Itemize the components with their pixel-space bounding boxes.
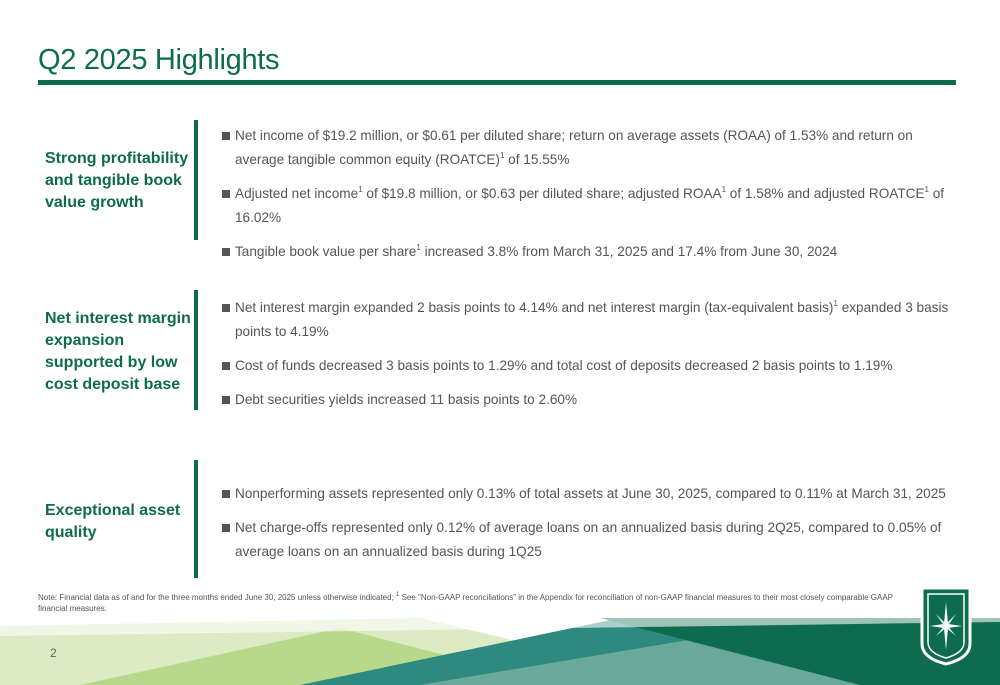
- page-title: Q2 2025 Highlights: [38, 44, 280, 76]
- footnote-ref: 1: [833, 299, 838, 308]
- bank-logo-star-icon: [914, 584, 978, 666]
- bullet-square-icon: [222, 396, 230, 404]
- section-label-profitability: [45, 148, 188, 214]
- footer-decoration: [0, 618, 1000, 685]
- bullet-item: [222, 354, 952, 378]
- section-label-line: Strong profitability: [45, 150, 189, 167]
- footnote-ref: 1: [396, 592, 400, 598]
- bullet-list-profitability: [222, 124, 952, 274]
- section-label-line: supported by low: [45, 354, 178, 371]
- footnote-ref: 1: [416, 243, 421, 252]
- bullet-item: [222, 124, 952, 172]
- bullet-text: of 15.55%: [504, 152, 570, 167]
- bullet-text: Net interest margin expanded 2 basis points to 4.14% and net interest margin (tax-equivalent basis): [235, 300, 834, 315]
- section-label-line: value growth: [45, 194, 144, 211]
- section-label-line: expansion: [45, 332, 125, 349]
- bullet-text: expanded 3 basis points to 4.19%: [235, 300, 949, 339]
- section-label-asset-quality: [45, 500, 180, 544]
- bullet-item: [222, 296, 952, 344]
- bullet-item: [222, 388, 952, 412]
- footnote: [38, 592, 918, 614]
- bullet-item: [222, 516, 952, 564]
- bullet-text: Net charge-offs represented only 0.12% of average loans on an annualized basis during 2Q25, compared to 0.05% of average loans on an annualized basis during 1Q25: [235, 520, 942, 559]
- section-label-line: quality: [45, 524, 97, 541]
- title-rule: [38, 80, 956, 85]
- section-divider: [194, 120, 198, 240]
- section-label-line: Net interest margin: [45, 310, 191, 327]
- section-divider: [194, 460, 198, 578]
- bullet-text: of 16.02%: [235, 186, 945, 225]
- bullet-square-icon: [222, 248, 230, 256]
- bullet-text: Adjusted net income: [235, 186, 359, 201]
- bullet-text: of 1.58% and adjusted ROATCE: [726, 186, 925, 201]
- footnote-text: Note: Financial data as of and for the three months ended June 30, 2025 unless otherwise indicated;: [38, 593, 397, 602]
- bullet-text: of $19.8 million, or $0.63 per diluted share; adjusted ROAA: [362, 186, 722, 201]
- section-label-line: cost deposit base: [45, 376, 181, 393]
- footnote-ref: 1: [499, 151, 505, 160]
- section-label-line: Exceptional asset: [45, 502, 181, 519]
- bullet-text: Cost of funds decreased 3 basis points to 1.29% and total cost of deposits decreased 2 basis points to 1.19%: [235, 358, 893, 373]
- bullet-list-asset-quality: [222, 482, 952, 574]
- bullet-item: [222, 240, 952, 264]
- bullet-text: Debt securities yields increased 11 basis points to 2.60%: [235, 392, 578, 407]
- bullet-item: [222, 182, 952, 230]
- bullet-square-icon: [222, 524, 230, 532]
- section-divider: [194, 290, 198, 410]
- bullet-square-icon: [222, 362, 230, 370]
- bullet-text: Nonperforming assets represented only 0.13% of total assets at June 30, 2025, compared to 0.11% at March 31, 2025: [235, 486, 946, 501]
- section-label-line: and tangible book: [45, 172, 182, 189]
- bullet-text: increased 3.8% from March 31, 2025 and 17.4% from June 30, 2024: [420, 244, 838, 259]
- bullet-square-icon: [222, 190, 230, 198]
- section-label-net-interest-margin: [45, 308, 191, 396]
- bullet-square-icon: [222, 132, 230, 140]
- bullet-square-icon: [222, 304, 230, 312]
- bullet-item: [222, 482, 952, 506]
- bullet-square-icon: [222, 490, 230, 498]
- footnote-ref: 1: [358, 185, 363, 194]
- bullet-text: Tangible book value per share: [235, 244, 417, 259]
- footnote-ref: 1: [721, 185, 727, 194]
- bullet-text: Net income of $19.2 million, or $0.61 per diluted share; return on average assets (ROAA) of 1.53% and return on average tangible common equity (ROATCE): [235, 128, 913, 167]
- bullet-list-net-interest-margin: [222, 296, 952, 422]
- footnote-ref: 1: [924, 185, 929, 194]
- page-number: 2: [50, 646, 57, 660]
- footnote-text: See "Non-GAAP reconciliations" in the Appendix for reconciliation of non-GAAP financial measures to their most closely comparable GAAP financial measures.: [38, 593, 893, 613]
